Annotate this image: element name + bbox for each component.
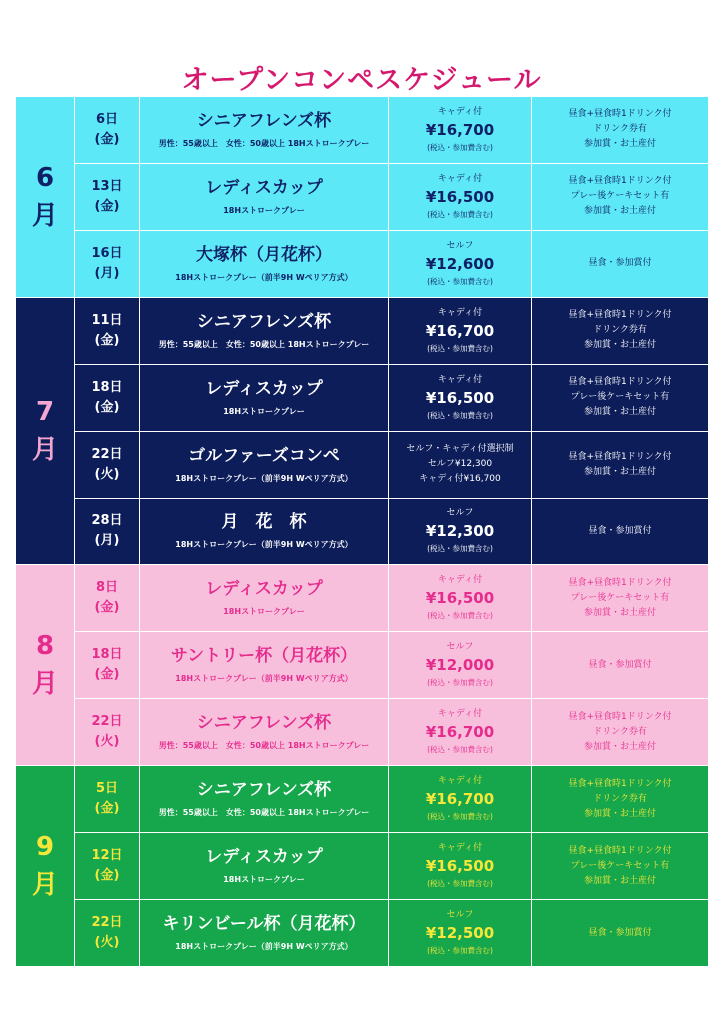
date-cell [75,97,140,164]
perk-line: 参加賞・お土産付 [583,607,656,618]
event-cell [140,900,389,967]
tax-note: (税込・参加費含む) [427,209,493,219]
event-name: ゴルファーズコンペ [188,445,340,466]
entry-fee: ¥12,500 [425,924,495,943]
perk-line: プレー後ケーキセット有 [570,191,670,202]
event-name: 大塚杯（月花杯） [196,244,332,265]
month-number: 9 [35,832,55,863]
perks-cell [532,699,709,766]
event-cell [140,364,389,431]
event-cell [140,297,389,364]
event-rule: 男性：55歳以上 女性：50歳以上 18Hストロークプレー [158,808,370,818]
perks-cell [532,297,709,364]
play-type: セルフ [446,508,474,519]
event-name: レディスカップ [205,579,323,600]
perks-cell [532,766,709,833]
event-name: レディスカップ [205,378,323,399]
entry-fee: ¥16,700 [425,723,495,742]
event-weekday: (月) [94,265,120,281]
event-name: レディスカップ [205,177,323,198]
perk-line: 参加賞・お土産付 [583,808,656,819]
event-cell [140,766,389,833]
date-cell [75,699,140,766]
perk-line: 参加賞・お土産付 [583,407,656,418]
price-cell [389,297,532,364]
month-label-cell [16,766,75,967]
schedule-body [16,97,709,967]
play-type: キャディ付 [437,709,483,720]
date-cell [75,632,140,699]
play-type: キャディ付 [437,374,483,385]
price-cell [389,364,532,431]
perks-cell [532,498,709,565]
play-type: キャディ付 [437,776,483,787]
event-weekday: (金) [94,667,120,683]
perk-line: 昼食+昼食時1ドリンク付 [568,577,672,588]
event-cell [140,163,389,230]
price-cell [389,230,532,297]
event-day: 8日 [95,580,119,596]
date-cell [75,833,140,900]
price-cell [389,431,532,498]
entry-fee: ¥16,700 [425,120,495,139]
event-name: シニアフレンズ杯 [196,780,332,801]
entry-fee: ¥16,500 [425,589,495,608]
tax-note: (税込・参加費含む) [427,812,493,822]
date-cell [75,297,140,364]
event-day: 12日 [91,848,123,864]
tax-note: (税込・参加費含む) [427,343,493,353]
play-type: キャディ付 [437,307,483,318]
price-option-line: キャディ付¥16,700 [419,474,501,485]
play-type: キャディ付 [437,106,483,117]
play-type: セルフ [446,642,474,653]
event-weekday: (金) [94,399,120,415]
schedule-row [16,900,709,967]
event-day: 13日 [91,178,123,194]
date-cell [75,230,140,297]
event-day: 5日 [95,781,119,797]
event-cell [140,498,389,565]
perks-cell [532,364,709,431]
perk-line: 昼食+昼食時1ドリンク付 [568,109,672,120]
tax-note: (税込・参加費含む) [427,879,493,889]
event-cell [140,833,389,900]
event-cell [140,632,389,699]
perk-line: 昼食+昼食時1ドリンク付 [568,778,672,789]
play-type: キャディ付 [437,843,483,854]
month-label-cell [16,297,75,565]
perk-line: 昼食・参加賞付 [588,659,652,670]
perks-cell [532,431,709,498]
event-day: 16日 [91,245,123,261]
perk-line: 昼食+昼食時1ドリンク付 [568,310,672,321]
date-cell [75,498,140,565]
event-rule: 男性：55歳以上 女性：50歳以上 18Hストロークプレー [158,741,370,751]
perk-line: 昼食+昼食時1ドリンク付 [568,176,672,187]
page-title: オープンコンペスケジュール [181,65,542,96]
month-number: 7 [35,397,55,428]
month-number: 6 [35,162,55,193]
event-rule: 18Hストロークプレー（前半9H Wペリア方式） [175,674,353,684]
price-cell [389,498,532,565]
entry-fee: ¥12,300 [425,522,495,541]
perk-line: 参加賞・お土産付 [583,875,656,886]
perks-cell [532,632,709,699]
schedule-row [16,565,709,632]
month-kanji: 月 [31,435,58,466]
perk-line: 参加賞・お土産付 [583,741,656,752]
event-rule: 18Hストロークプレー [223,875,305,885]
price-cell [389,833,532,900]
price-cell [389,632,532,699]
event-weekday: (金) [94,332,120,348]
price-cell [389,900,532,967]
entry-fee: ¥16,500 [425,857,495,876]
event-name: レディスカップ [205,847,323,868]
schedule-row [16,431,709,498]
entry-fee: ¥12,000 [425,656,495,675]
schedule-row [16,632,709,699]
perk-line: 参加賞・お土産付 [583,206,656,217]
event-weekday: (金) [94,600,120,616]
perk-line: ドリンク券有 [593,793,647,804]
perk-line: 昼食+昼食時1ドリンク付 [568,845,672,856]
event-name: シニアフレンズ杯 [196,110,332,131]
event-day: 18日 [91,647,123,663]
perk-line: プレー後ケーキセット有 [570,392,670,403]
price-cell [389,699,532,766]
event-rule: 18Hストロークプレー [223,607,305,617]
date-cell [75,565,140,632]
event-rule: 18Hストロークプレー（前半9H Wペリア方式） [175,272,353,282]
price-cell [389,766,532,833]
event-name: シニアフレンズ杯 [196,713,332,734]
event-weekday: (月) [94,533,120,549]
schedule-row [16,699,709,766]
perks-cell [532,97,709,164]
price-option-line: セルフ・キャディ付選択制 [406,444,514,455]
schedule-row [16,97,709,164]
event-day: 22日 [91,714,123,730]
event-cell [140,97,389,164]
date-cell [75,431,140,498]
month-kanji: 月 [31,669,58,700]
price-cell [389,97,532,164]
perk-line: プレー後ケーキセット有 [570,860,670,871]
event-day: 28日 [91,513,123,529]
event-day: 22日 [91,915,123,931]
month-number: 8 [35,631,55,662]
perk-line: 参加賞・お土産付 [583,139,656,150]
entry-fee: ¥16,500 [425,187,495,206]
perks-cell [532,900,709,967]
entry-fee: ¥12,600 [425,254,495,273]
event-weekday: (金) [94,131,120,147]
event-weekday: (火) [94,734,120,750]
event-rule: 18Hストロークプレー（前半9H Wペリア方式） [175,942,353,952]
tax-note: (税込・参加費含む) [427,276,493,286]
schedule-row [16,163,709,230]
schedule-row [16,766,709,833]
date-cell [75,900,140,967]
perk-line: 参加賞・お土産付 [583,340,656,351]
event-cell [140,431,389,498]
event-rule: 男性：55歳以上 女性：50歳以上 18Hストロークプレー [158,138,370,148]
month-label-cell [16,565,75,766]
perk-line: ドリンク券有 [593,124,647,135]
date-cell [75,163,140,230]
event-cell [140,565,389,632]
perks-cell [532,565,709,632]
event-rule: 男性：55歳以上 女性：50歳以上 18Hストロークプレー [158,339,370,349]
date-cell [75,364,140,431]
event-name: キリンビール杯（月花杯） [162,914,366,935]
entry-fee: ¥16,500 [425,388,495,407]
perks-cell [532,163,709,230]
event-cell [140,699,389,766]
event-day: 22日 [91,446,123,462]
event-rule: 18Hストロークプレー [223,205,305,215]
play-type: セルフ [446,240,474,251]
entry-fee: ¥16,700 [425,321,495,340]
tax-note: (税込・参加費含む) [427,678,493,688]
price-cell [389,163,532,230]
price-option-line: セルフ¥12,300 [427,459,493,470]
event-name: シニアフレンズ杯 [196,311,332,332]
entry-fee: ¥16,700 [425,790,495,809]
perk-line: 参加賞・お土産付 [583,466,656,477]
event-rule: 18Hストロークプレー（前半9H Wペリア方式） [175,540,353,550]
schedule-row [16,833,709,900]
schedule-row [16,230,709,297]
perk-line: 昼食・参加賞付 [588,258,652,269]
tax-note: (税込・参加費含む) [427,142,493,152]
schedule-table [15,96,709,967]
perk-line: プレー後ケーキセット有 [570,592,670,603]
play-type: セルフ [446,910,474,921]
tax-note: (税込・参加費含む) [427,611,493,621]
event-rule: 18Hストロークプレー（前半9H Wペリア方式） [175,473,353,483]
event-rule: 18Hストロークプレー [223,406,305,416]
tax-note: (税込・参加費含む) [427,946,493,956]
event-weekday: (金) [94,868,120,884]
month-label-cell [16,97,75,298]
perk-line: ドリンク券有 [593,325,647,336]
event-weekday: (金) [94,801,120,817]
event-name: サントリー杯（月花杯） [170,646,358,667]
event-weekday: (金) [94,198,120,214]
perk-line: 昼食・参加賞付 [588,927,652,938]
month-kanji: 月 [31,200,58,231]
perk-line: ドリンク券有 [593,726,647,737]
event-weekday: (火) [94,466,120,482]
event-day: 6日 [95,111,119,127]
perks-cell [532,230,709,297]
price-cell [389,565,532,632]
play-type: キャディ付 [437,173,483,184]
event-weekday: (火) [94,935,120,951]
event-name: 月 花 杯 [221,512,307,533]
event-cell [140,230,389,297]
date-cell [75,766,140,833]
perk-line: 昼食+昼食時1ドリンク付 [568,377,672,388]
event-day: 11日 [91,312,123,328]
tax-note: (税込・参加費含む) [427,544,493,554]
perk-line: 昼食+昼食時1ドリンク付 [568,451,672,462]
tax-note: (税込・参加費含む) [427,745,493,755]
perks-cell [532,833,709,900]
month-kanji: 月 [31,870,58,901]
schedule-row [16,498,709,565]
event-day: 18日 [91,379,123,395]
tax-note: (税込・参加費含む) [427,410,493,420]
play-type: キャディ付 [437,575,483,586]
schedule-row [16,297,709,364]
perk-line: 昼食+昼食時1ドリンク付 [568,711,672,722]
perk-line: 昼食・参加賞付 [588,525,652,536]
schedule-row [16,364,709,431]
